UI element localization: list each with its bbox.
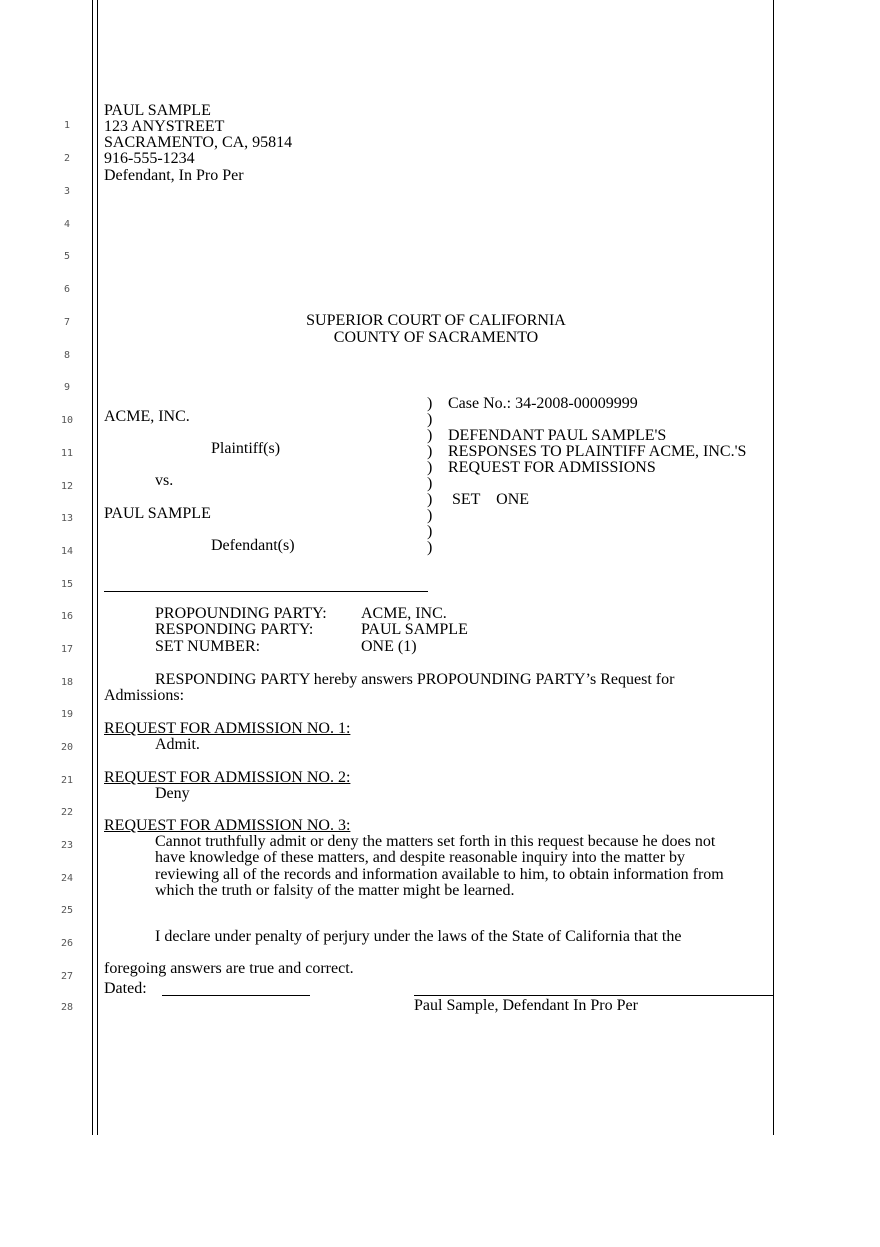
line-number: 8 xyxy=(63,350,71,361)
paren: ) xyxy=(427,395,433,412)
request-response: have knowledge of these matters, and despite reasonable inquiry into the matter by xyxy=(155,849,686,866)
plaintiff-name: ACME, INC. xyxy=(104,408,190,425)
line-number: 10 xyxy=(60,415,74,426)
request-response: Cannot truthfully admit or deny the matters set forth in this request because he does not xyxy=(155,833,716,850)
date-line xyxy=(162,995,310,996)
propounding-value: ACME, INC. xyxy=(361,605,447,622)
line-number: 13 xyxy=(60,513,74,524)
defendant-label: Defendant(s) xyxy=(211,537,295,554)
defendant-name: PAUL SAMPLE xyxy=(104,505,211,522)
paren: ) xyxy=(427,443,433,460)
request-response: reviewing all of the records and information available to him, to obtain information from xyxy=(155,866,724,883)
line-number: 23 xyxy=(60,840,74,851)
header-name: PAUL SAMPLE xyxy=(104,102,211,119)
paren: ) xyxy=(427,427,433,444)
line-number: 7 xyxy=(63,317,71,328)
line-number: 19 xyxy=(60,709,74,720)
plaintiff-label: Plaintiff(s) xyxy=(211,440,281,457)
line-number: 24 xyxy=(60,873,74,884)
request-response: which the truth or falsity of the matter might be learned. xyxy=(155,882,515,899)
set-designation: SET ONE xyxy=(452,491,530,508)
paren: ) xyxy=(427,475,433,492)
line-number: 2 xyxy=(63,153,71,164)
line-number: 5 xyxy=(63,251,71,262)
court-county: COUNTY OF SACRAMENTO xyxy=(333,329,539,346)
document-title-line: DEFENDANT PAUL SAMPLE'S xyxy=(448,427,667,444)
line-number: 12 xyxy=(60,481,74,492)
declaration-line: I declare under penalty of perjury under the laws of the State of California that the xyxy=(155,928,682,945)
header-street: 123 ANYSTREET xyxy=(104,118,225,135)
document-title-line: REQUEST FOR ADMISSIONS xyxy=(448,459,656,476)
line-number: 9 xyxy=(63,382,71,393)
line-number: 11 xyxy=(60,448,74,459)
declaration-line: foregoing answers are true and correct. xyxy=(104,960,354,977)
versus: vs. xyxy=(155,472,174,489)
responding-label: RESPONDING PARTY: xyxy=(155,621,314,638)
line-number: 4 xyxy=(63,219,71,230)
paren: ) xyxy=(427,507,433,524)
request-heading: REQUEST FOR ADMISSION NO. 1: xyxy=(104,720,351,737)
line-number: 15 xyxy=(60,579,74,590)
paren: ) xyxy=(427,411,433,428)
line-number: 27 xyxy=(60,971,74,982)
request-response: Deny xyxy=(155,785,190,802)
left-margin-rule-inner xyxy=(97,0,98,1135)
line-number: 1 xyxy=(63,120,71,131)
signer-name: Paul Sample, Defendant In Pro Per xyxy=(414,997,638,1014)
responding-value: PAUL SAMPLE xyxy=(361,621,468,638)
header-city: SACRAMENTO, CA, 95814 xyxy=(104,134,293,151)
line-number: 28 xyxy=(60,1002,74,1013)
intro-line: RESPONDING PARTY hereby answers PROPOUNDING PARTY’s Request for xyxy=(155,671,675,688)
line-number: 26 xyxy=(60,938,74,949)
request-heading: REQUEST FOR ADMISSION NO. 3: xyxy=(104,817,351,834)
line-number: 20 xyxy=(60,742,74,753)
line-number: 22 xyxy=(60,807,74,818)
paren: ) xyxy=(427,539,433,556)
document-title-line: RESPONSES TO PLAINTIFF ACME, INC.'S xyxy=(448,443,747,460)
set-number-label: SET NUMBER: xyxy=(155,638,261,655)
line-number: 6 xyxy=(63,284,71,295)
paren: ) xyxy=(427,491,433,508)
court-name: SUPERIOR COURT OF CALIFORNIA xyxy=(306,312,566,329)
request-response: Admit. xyxy=(155,736,200,753)
propounding-label: PROPOUNDING PARTY: xyxy=(155,605,327,622)
line-number: 17 xyxy=(60,644,74,655)
line-number: 21 xyxy=(60,775,74,786)
right-margin-rule xyxy=(773,0,774,1135)
caption-underline xyxy=(104,591,428,592)
paren: ) xyxy=(427,459,433,476)
left-margin-rule-outer xyxy=(92,0,93,1135)
line-number: 25 xyxy=(60,905,74,916)
dated-label: Dated: xyxy=(104,980,147,997)
signature-line xyxy=(414,995,774,996)
line-number: 16 xyxy=(60,611,74,622)
header-role: Defendant, In Pro Per xyxy=(104,167,244,184)
line-number: 14 xyxy=(60,546,74,557)
header-phone: 916-555-1234 xyxy=(104,150,195,167)
request-heading: REQUEST FOR ADMISSION NO. 2: xyxy=(104,769,351,786)
line-number: 18 xyxy=(60,677,74,688)
paren: ) xyxy=(427,523,433,540)
intro-line: Admissions: xyxy=(104,687,185,704)
case-number: Case No.: 34-2008-00009999 xyxy=(448,395,638,412)
set-number-value: ONE (1) xyxy=(361,638,417,655)
line-number: 3 xyxy=(63,186,71,197)
